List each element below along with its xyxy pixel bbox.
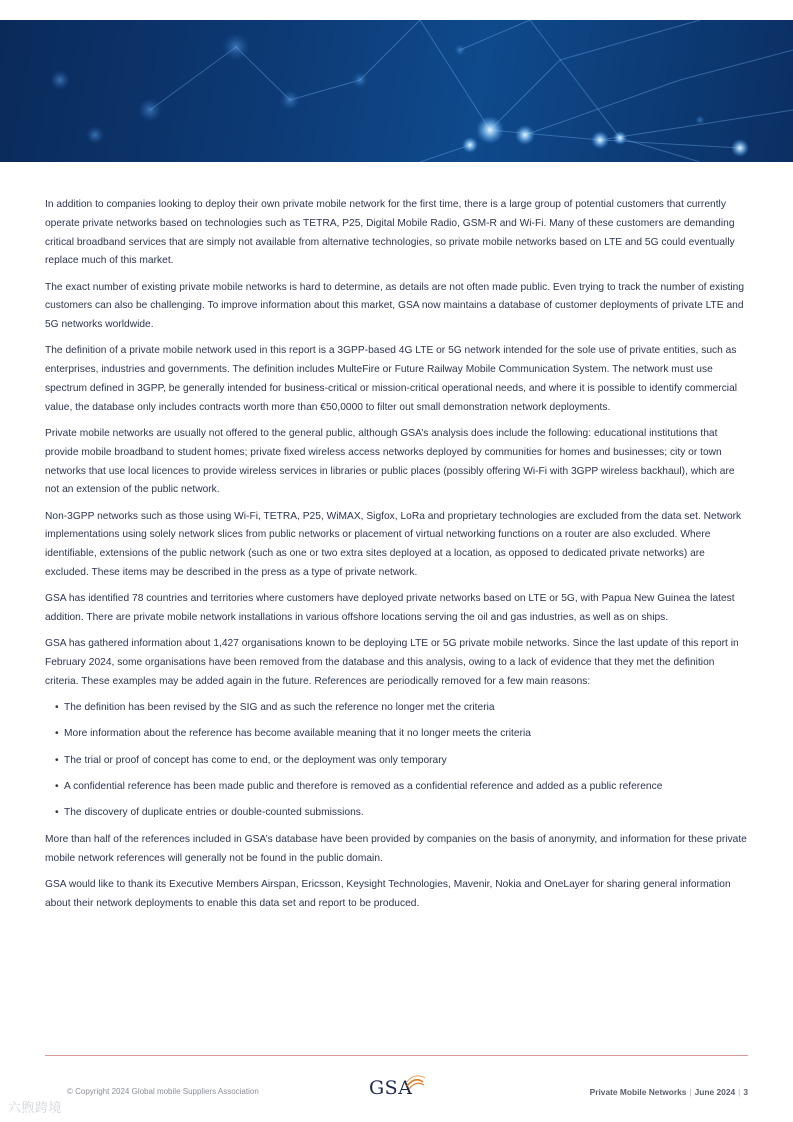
bullet-marker: • bbox=[55, 807, 59, 819]
bullet-marker: • bbox=[55, 728, 59, 740]
paragraph: In addition to companies looking to deploy their own private mobile network for the first time, there is a large group of potential customers that currently operate private networks based on technologies such as TETRA, P25, Digital Mobile Radio, GSM-R and Wi-Fi. Many of these customers are demanding critical broadband services that are simply not available from alternative technologies, so private mobile networks based on LTE and 5G could eventually replace much of this market. bbox=[45, 199, 735, 267]
list-item bbox=[55, 752, 750, 771]
page-number: 3 bbox=[743, 1087, 748, 1097]
list-item bbox=[55, 699, 750, 718]
footer-divider bbox=[45, 1055, 748, 1056]
paragraph: The definition of a private mobile network used in this report is a 3GPP-based 4G LTE or 5G network intended for the sole use of private entities, such as enterprises, industries and governments. The definition includes MulteFire or Future Railway Mobile Communication System. The network must use spectrum defined in 3GPP, be generally intended for business-critical or mission-critical operational needs, and where it is possible to identify commercial value, the database only includes contracts worth more than €50,0000 to filter out small demonstration network deployments. bbox=[45, 345, 738, 413]
list-item-text: The trial or proof of concept has come to end, or the deployment was only temporary bbox=[64, 754, 447, 766]
bullet-marker: • bbox=[55, 701, 59, 713]
bullet-marker: • bbox=[55, 781, 59, 793]
watermark: 六煦跨境 bbox=[8, 1100, 63, 1115]
network-graphic bbox=[0, 20, 793, 162]
report-date: June 2024 bbox=[694, 1087, 736, 1097]
list-item-text: The definition has been revised by the SIG and as such the reference no longer met the criteria bbox=[64, 701, 495, 713]
signal-arcs-icon bbox=[405, 1072, 427, 1092]
paragraph: More than half of the references included in GSA’s database have been provided by companies on the basis of anonymity, and information for these private mobile network references will generally not be found in the public domain. bbox=[45, 833, 747, 864]
paragraph: Private mobile networks are usually not offered to the general public, although GSA’s analysis does include the following: educational institutions that provide mobile broadband to student homes; private fixed wireless access networks deployed by communities for homes and businesses; city or town networks that use local licences to provide wireless services in libraries or public places (possibly offering Wi-Fi with 3GPP wireless backhaul), which are not an extension of the public network. bbox=[45, 427, 735, 496]
report-title: Private Mobile Networks bbox=[589, 1087, 687, 1097]
list-item bbox=[55, 804, 750, 823]
paragraph: The exact number of existing private mobile networks is hard to determine, as details are not often made public. Even trying to track the number of existing customers can also be challenging. To improve information about this market, GSA now maintains a database of customer deployments of private LTE and 5G networks worldwide. bbox=[45, 281, 745, 331]
logo-text: GSA bbox=[369, 1077, 413, 1099]
list-item-text: More information about the reference has become available meaning that it no longer meets the criteria bbox=[64, 728, 531, 740]
separator: | bbox=[738, 1087, 741, 1097]
list-item bbox=[55, 778, 750, 797]
bullet-marker: • bbox=[55, 754, 59, 766]
paragraph: Non-3GPP networks such as those using Wi-Fi, TETRA, P25, WiMAX, Sigfox, LoRa and proprietary technologies are excluded from the data set. Network implementations using solely network slices from public networks or placement of virtual networking functions on a router are also excluded. Where identifiable, extensions of the public network (such as one or two extra sites deployed at a location, as opposed to dedicated private networks) are excluded. These items may be described in the press as a type of private network. bbox=[45, 510, 742, 578]
list-item bbox=[55, 725, 750, 744]
reasons-list bbox=[45, 699, 750, 823]
list-item-text: A confidential reference has been made public and therefore is removed as a confidential reference and added as a public reference bbox=[64, 781, 663, 793]
paragraph: GSA has identified 78 countries and territories where customers have deployed private networks based on LTE or 5G, with Papua New Guinea the latest addition. There are private mobile network installations in various offshore locations serving the oil and gas industries, as well as on ships. bbox=[45, 593, 735, 623]
list-item-text: The discovery of duplicate entries or double-counted submissions. bbox=[64, 807, 364, 819]
paragraph: GSA would like to thank its Executive Members Airspan, Ericsson, Keysight Technologies, Mavenir, Nokia and OneLayer for sharing general information about their network deployments to enable this data set and report to be produced. bbox=[45, 878, 731, 909]
copyright-notice: © Copyright 2024 Global mobile Suppliers Association bbox=[67, 1087, 259, 1096]
gsa-logo bbox=[369, 1072, 429, 1102]
footer-report-info bbox=[590, 1087, 748, 1097]
body-text bbox=[45, 196, 750, 921]
paragraph: GSA has gathered information about 1,427 organisations known to be deploying LTE or 5G private mobile networks. Since the last update of this report in February 2024, some organisations have been removed from the database and this analysis, owing to a lack of evidence that they met the definition criteria. These examples may be added again in the future. References are periodically removed for a few main reasons: bbox=[45, 638, 739, 687]
header-banner-image bbox=[0, 20, 793, 162]
separator: | bbox=[689, 1087, 692, 1097]
